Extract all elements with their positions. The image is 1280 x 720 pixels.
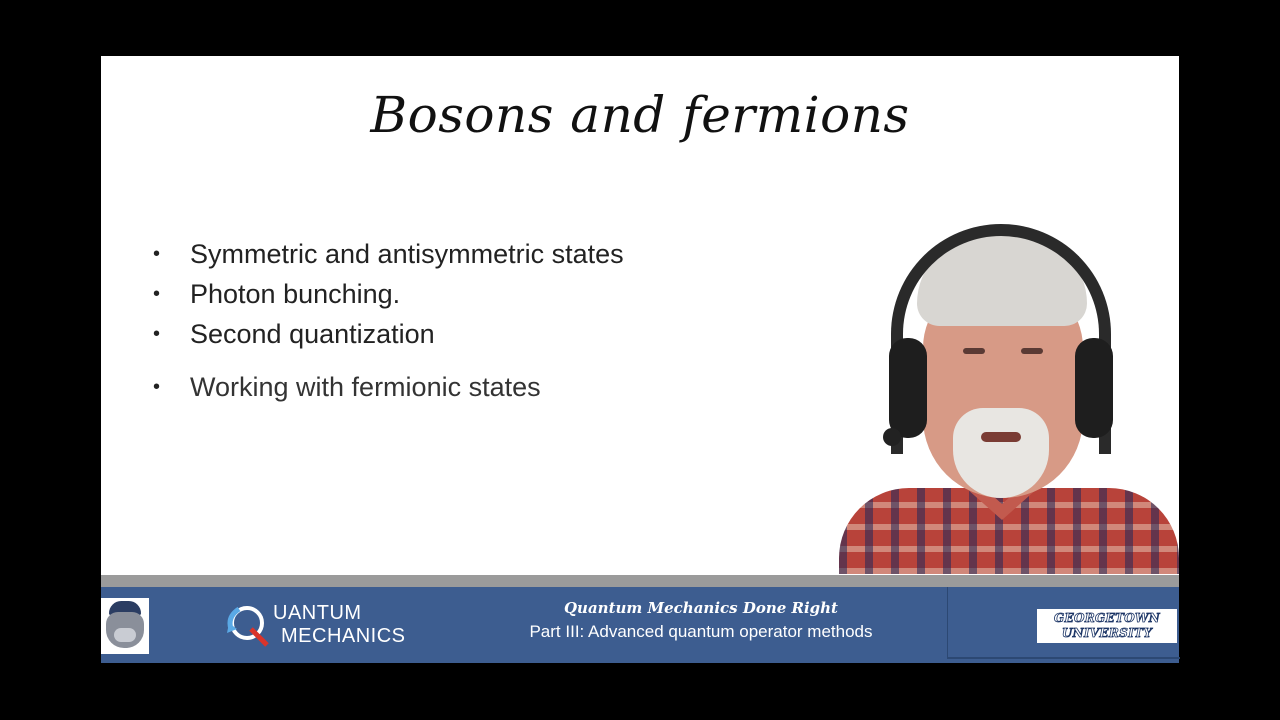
bullet-marker: • <box>153 376 161 398</box>
mascot-snout <box>114 628 136 642</box>
bullet-item <box>153 234 624 274</box>
headphone-cup <box>889 338 927 438</box>
course-info <box>481 597 921 645</box>
bullet-item <box>153 367 624 407</box>
university-name-line1: GEORGETOWN <box>1053 611 1161 625</box>
part-title: Part III: Advanced quantum operator methods <box>529 622 873 641</box>
headphone-cup <box>1075 338 1113 438</box>
bullet-item <box>153 314 624 354</box>
bullet-text: Photon bunching. <box>190 279 401 309</box>
slide-title: Bosons and fermions <box>370 86 910 144</box>
headset-mic-icon <box>883 428 901 446</box>
georgetown-logo <box>1037 609 1177 643</box>
bullet-text: Symmetric and antisymmetric states <box>190 239 624 269</box>
bullet-item <box>153 274 624 314</box>
bullet-marker: • <box>153 283 161 305</box>
bullet-marker: • <box>153 243 161 265</box>
quantum-mechanics-wordmark <box>273 602 406 648</box>
footer-bar <box>101 587 1179 663</box>
bullet-list <box>153 234 624 407</box>
bullet-marker: • <box>153 323 161 345</box>
presenter-webcam <box>839 218 1179 574</box>
wordmark-line2: MECHANICS <box>281 625 406 647</box>
quantum-q-logo-icon <box>225 599 273 651</box>
bulldog-mascot-icon <box>101 598 149 654</box>
series-title: Quantum Mechanics Done Right <box>563 599 838 617</box>
university-name-line2: UNIVERSITY <box>1061 626 1153 640</box>
bullet-text: Working with fermionic states <box>190 372 541 402</box>
footer-divider <box>101 575 1179 587</box>
slide <box>101 56 1179 663</box>
wordmark-line1: UANTUM <box>273 602 362 624</box>
bullet-text: Second quantization <box>190 319 435 349</box>
